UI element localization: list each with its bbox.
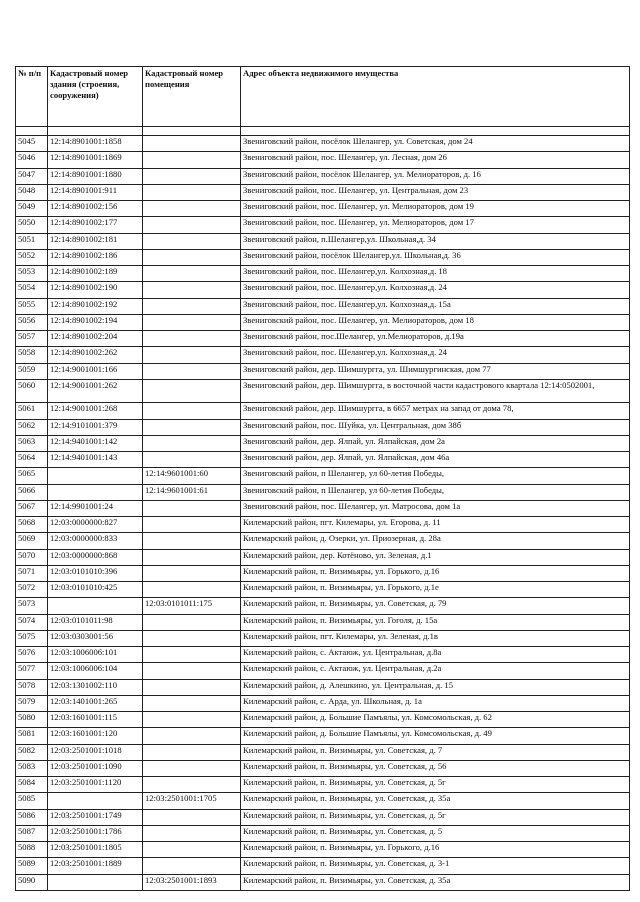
table-row	[16, 728, 630, 744]
table-row	[16, 484, 630, 500]
building-cadastral-cell: 12:03:0101011:98	[48, 614, 143, 630]
address-cell: Звениговский район, п Шелангер, ул 60-летия Победы,	[241, 484, 630, 500]
table-row	[16, 825, 630, 841]
room-cadastral-cell	[143, 435, 241, 451]
room-cadastral-cell	[143, 298, 241, 314]
building-cadastral-cell: 12:03:1006006:101	[48, 647, 143, 663]
room-cadastral-cell	[143, 533, 241, 549]
building-cadastral-cell: 12:03:2501001:1805	[48, 842, 143, 858]
room-cadastral-cell	[143, 217, 241, 233]
address-cell: Килемарский район, п. Визимьяры, ул. Советская, д. 5	[241, 825, 630, 841]
table-row	[16, 793, 630, 809]
row-number-cell: 5071	[16, 565, 48, 581]
table-row	[16, 679, 630, 695]
room-cadastral-cell	[143, 777, 241, 793]
header-room-cadastral: Кадастровый номер помещения	[143, 67, 241, 127]
building-cadastral-cell: 12:14:8901002:262	[48, 347, 143, 363]
room-cadastral-cell	[143, 679, 241, 695]
address-cell: Килемарский район, пгт. Килемары, ул. Егорова, д. 11	[241, 517, 630, 533]
table-row	[16, 201, 630, 217]
building-cadastral-cell	[48, 874, 143, 890]
address-cell: Килемарский район, д. Большие Памъялы, ул. Комсомольская, д. 62	[241, 712, 630, 728]
table-row	[16, 168, 630, 184]
header-num: № п/п	[16, 67, 48, 127]
building-cadastral-cell: 12:03:1006006:104	[48, 663, 143, 679]
table-row	[16, 363, 630, 379]
room-cadastral-cell: 12:03:2501001:1705	[143, 793, 241, 809]
address-cell: Звениговский район, дер. Ялпай, ул. Ялпайская, дом 46а	[241, 452, 630, 468]
address-cell: Килемарский район, п. Визимьяры, ул. Советская, д. 5г	[241, 809, 630, 825]
address-cell: Килемарский район, п. Визимьяры, ул. Советская, д. 35а	[241, 874, 630, 890]
spacer-cell	[143, 127, 241, 136]
row-number-cell: 5079	[16, 695, 48, 711]
building-cadastral-cell: 12:14:8901002:190	[48, 282, 143, 298]
table-row	[16, 217, 630, 233]
row-number-cell: 5076	[16, 647, 48, 663]
row-number-cell: 5072	[16, 582, 48, 598]
address-cell: Килемарский район, п. Визимьяры, ул. Советская, д. 7	[241, 744, 630, 760]
row-number-cell: 5047	[16, 168, 48, 184]
address-cell: Килемарский район, п. Визимьяры, ул. Горького, д.16	[241, 565, 630, 581]
address-cell: Килемарский район, п. Визимьяры, ул. Советская, д. 5г	[241, 777, 630, 793]
row-number-cell: 5084	[16, 777, 48, 793]
row-number-cell: 5087	[16, 825, 48, 841]
address-cell: Звениговский район, п.Шелангер,ул. Школьная,д. 34	[241, 233, 630, 249]
row-number-cell: 5067	[16, 500, 48, 516]
room-cadastral-cell	[143, 419, 241, 435]
table-row	[16, 331, 630, 347]
table-row	[16, 760, 630, 776]
table-row	[16, 647, 630, 663]
table-row	[16, 663, 630, 679]
address-cell: Килемарский район, дер. Котёново, ул. Зеленая, д.1	[241, 549, 630, 565]
room-cadastral-cell	[143, 663, 241, 679]
row-number-cell: 5058	[16, 347, 48, 363]
table-row	[16, 500, 630, 516]
table-row	[16, 347, 630, 363]
table-row	[16, 533, 630, 549]
row-number-cell: 5078	[16, 679, 48, 695]
row-number-cell: 5081	[16, 728, 48, 744]
table-row	[16, 435, 630, 451]
table-row	[16, 598, 630, 614]
building-cadastral-cell: 12:14:8901001:1858	[48, 136, 143, 152]
room-cadastral-cell	[143, 744, 241, 760]
room-cadastral-cell	[143, 184, 241, 200]
room-cadastral-cell	[143, 695, 241, 711]
row-number-cell: 5050	[16, 217, 48, 233]
table-header-row	[16, 67, 630, 127]
address-cell: Звениговский район, пос.Шелангер, ул.Мелиораторов, д.19а	[241, 331, 630, 347]
row-number-cell: 5082	[16, 744, 48, 760]
building-cadastral-cell: 12:14:8901002:181	[48, 233, 143, 249]
room-cadastral-cell: 12:03:0101011:175	[143, 598, 241, 614]
building-cadastral-cell: 12:03:1401001:265	[48, 695, 143, 711]
table-row	[16, 266, 630, 282]
row-number-cell: 5080	[16, 712, 48, 728]
row-number-cell: 5086	[16, 809, 48, 825]
row-number-cell: 5085	[16, 793, 48, 809]
room-cadastral-cell	[143, 500, 241, 516]
building-cadastral-cell: 12:14:9101001:379	[48, 419, 143, 435]
row-number-cell: 5054	[16, 282, 48, 298]
building-cadastral-cell: 12:03:0101010:396	[48, 565, 143, 581]
building-cadastral-cell: 12:03:0303001:56	[48, 630, 143, 646]
room-cadastral-cell	[143, 152, 241, 168]
building-cadastral-cell: 12:03:0000000:868	[48, 549, 143, 565]
building-cadastral-cell: 12:14:8901001:1869	[48, 152, 143, 168]
table-row	[16, 695, 630, 711]
building-cadastral-cell	[48, 598, 143, 614]
row-number-cell: 5088	[16, 842, 48, 858]
table-row	[16, 582, 630, 598]
room-cadastral-cell	[143, 712, 241, 728]
address-cell: Звениговский район, дер. Ялпай, ул. Ялпайская, дом 2а	[241, 435, 630, 451]
row-number-cell: 5049	[16, 201, 48, 217]
row-number-cell: 5053	[16, 266, 48, 282]
address-cell: Звениговский район, пос. Шелангер, ул. Лесная, дом 26	[241, 152, 630, 168]
row-number-cell: 5055	[16, 298, 48, 314]
building-cadastral-cell: 12:14:8901002:156	[48, 201, 143, 217]
building-cadastral-cell: 12:03:1301002:110	[48, 679, 143, 695]
building-cadastral-cell: 12:03:2501001:1120	[48, 777, 143, 793]
room-cadastral-cell	[143, 809, 241, 825]
address-cell: Килемарский район, п. Визимьяры, ул. Советская, д. 35а	[241, 793, 630, 809]
row-number-cell: 5046	[16, 152, 48, 168]
room-cadastral-cell: 12:14:9601001:61	[143, 484, 241, 500]
building-cadastral-cell: 12:14:9001001:268	[48, 403, 143, 419]
room-cadastral-cell	[143, 347, 241, 363]
address-cell: Звениговский район, пос. Шелангер, ул. Мелиораторов, дом 18	[241, 314, 630, 330]
room-cadastral-cell	[143, 249, 241, 265]
address-cell: Килемарский район, п. Визимьяры, ул. Советская, д. 3-1	[241, 858, 630, 874]
row-number-cell: 5073	[16, 598, 48, 614]
table-row	[16, 712, 630, 728]
table-row	[16, 152, 630, 168]
row-number-cell: 5045	[16, 136, 48, 152]
table-row	[16, 282, 630, 298]
building-cadastral-cell: 12:14:8901001:1880	[48, 168, 143, 184]
row-number-cell: 5075	[16, 630, 48, 646]
address-cell: Звениговский район, пос. Шелангер,ул. Колхозная,д. 18	[241, 266, 630, 282]
building-cadastral-cell: 12:14:8901002:204	[48, 331, 143, 347]
address-cell: Звениговский район, дер. Шимшургга, в 6657 метрах на запад от дома 78,	[241, 403, 630, 419]
building-cadastral-cell: 12:03:1601001:120	[48, 728, 143, 744]
table-row	[16, 874, 630, 890]
building-cadastral-cell: 12:03:2501001:1786	[48, 825, 143, 841]
address-cell: Килемарский район, п. Визимьяры, ул. Горького, д.1е	[241, 582, 630, 598]
building-cadastral-cell: 12:14:9001001:166	[48, 363, 143, 379]
room-cadastral-cell	[143, 314, 241, 330]
building-cadastral-cell: 12:14:9001001:262	[48, 379, 143, 403]
table-row	[16, 298, 630, 314]
row-number-cell: 5077	[16, 663, 48, 679]
table-row	[16, 614, 630, 630]
room-cadastral-cell	[143, 168, 241, 184]
row-number-cell: 5057	[16, 331, 48, 347]
building-cadastral-cell: 12:14:9401001:142	[48, 435, 143, 451]
row-number-cell: 5061	[16, 403, 48, 419]
room-cadastral-cell	[143, 582, 241, 598]
row-number-cell: 5066	[16, 484, 48, 500]
address-cell: Килемарский район, п. Визимьяры, ул. Советская, д. 56	[241, 760, 630, 776]
address-cell: Килемарский район, п. Визимьяры, ул. Советская, д. 79	[241, 598, 630, 614]
table-row	[16, 233, 630, 249]
table-row	[16, 809, 630, 825]
room-cadastral-cell	[143, 565, 241, 581]
room-cadastral-cell	[143, 452, 241, 468]
room-cadastral-cell	[143, 825, 241, 841]
table-row	[16, 858, 630, 874]
building-cadastral-cell: 12:03:0000000:827	[48, 517, 143, 533]
row-number-cell: 5063	[16, 435, 48, 451]
room-cadastral-cell	[143, 266, 241, 282]
building-cadastral-cell: 12:14:8901002:177	[48, 217, 143, 233]
table-row	[16, 379, 630, 403]
building-cadastral-cell	[48, 793, 143, 809]
building-cadastral-cell: 12:03:2501001:1889	[48, 858, 143, 874]
address-cell: Звениговский район, посёлок Шелангер, ул. Мелиораторов, д. 16	[241, 168, 630, 184]
address-cell: Звениговский район, пос. Шелангер, ул. Матросова, дом 1а	[241, 500, 630, 516]
room-cadastral-cell	[143, 136, 241, 152]
building-cadastral-cell: 12:03:2501001:1749	[48, 809, 143, 825]
table-row	[16, 517, 630, 533]
room-cadastral-cell	[143, 282, 241, 298]
property-table	[15, 66, 630, 891]
room-cadastral-cell: 12:14:9601001:60	[143, 468, 241, 484]
address-cell: Звениговский район, пос. Шелангер, ул. Центральная, дом 23	[241, 184, 630, 200]
table-body	[16, 136, 630, 891]
building-cadastral-cell: 12:14:8901002:194	[48, 314, 143, 330]
room-cadastral-cell	[143, 363, 241, 379]
room-cadastral-cell	[143, 647, 241, 663]
row-number-cell: 5090	[16, 874, 48, 890]
row-number-cell: 5060	[16, 379, 48, 403]
table-row	[16, 468, 630, 484]
row-number-cell: 5069	[16, 533, 48, 549]
building-cadastral-cell: 12:03:1601001:115	[48, 712, 143, 728]
header-spacer-row	[16, 127, 630, 136]
row-number-cell: 5062	[16, 419, 48, 435]
address-cell: Звениговский район, п Шелангер, ул 60-летия Победы,	[241, 468, 630, 484]
building-cadastral-cell: 12:03:0101010:425	[48, 582, 143, 598]
room-cadastral-cell	[143, 379, 241, 403]
room-cadastral-cell	[143, 233, 241, 249]
address-cell: Килемарский район, д. Озерки, ул. Приозерная, д. 28а	[241, 533, 630, 549]
table-row	[16, 249, 630, 265]
header-address: Адрес объекта недвижимого имущества	[241, 67, 630, 127]
building-cadastral-cell: 12:14:9401001:143	[48, 452, 143, 468]
room-cadastral-cell	[143, 403, 241, 419]
row-number-cell: 5056	[16, 314, 48, 330]
row-number-cell: 5074	[16, 614, 48, 630]
room-cadastral-cell	[143, 201, 241, 217]
building-cadastral-cell: 12:14:8901002:189	[48, 266, 143, 282]
room-cadastral-cell	[143, 614, 241, 630]
table-row	[16, 314, 630, 330]
row-number-cell: 5052	[16, 249, 48, 265]
address-cell: Килемарский район, пгт. Килемары, ул. Зеленая, д.1в	[241, 630, 630, 646]
spacer-cell	[48, 127, 143, 136]
table-row	[16, 842, 630, 858]
room-cadastral-cell	[143, 760, 241, 776]
row-number-cell: 5059	[16, 363, 48, 379]
row-number-cell: 5065	[16, 468, 48, 484]
table-row	[16, 452, 630, 468]
row-number-cell: 5048	[16, 184, 48, 200]
table-row	[16, 744, 630, 760]
address-cell: Звениговский район, пос. Шуйка, ул. Центральная, дом 38б	[241, 419, 630, 435]
table-row	[16, 136, 630, 152]
room-cadastral-cell	[143, 331, 241, 347]
building-cadastral-cell: 12:14:9901001:24	[48, 500, 143, 516]
building-cadastral-cell: 12:03:2501001:1018	[48, 744, 143, 760]
address-cell: Звениговский район, пос. Шелангер, ул. Мелиораторов, дом 19	[241, 201, 630, 217]
building-cadastral-cell: 12:03:2501001:1090	[48, 760, 143, 776]
row-number-cell: 5068	[16, 517, 48, 533]
room-cadastral-cell	[143, 728, 241, 744]
row-number-cell: 5064	[16, 452, 48, 468]
spacer-cell	[16, 127, 48, 136]
address-cell: Звениговский район, пос. Шелангер,ул. Колхозная,д. 24	[241, 282, 630, 298]
building-cadastral-cell: 12:14:8901002:192	[48, 298, 143, 314]
row-number-cell: 5070	[16, 549, 48, 565]
address-cell: Звениговский район, пос. Шелангер, ул. Мелиораторов, дом 17	[241, 217, 630, 233]
table-row	[16, 549, 630, 565]
spacer-cell	[241, 127, 630, 136]
header-building-cadastral: Кадастровый номер здания (строения, сооружения)	[48, 67, 143, 127]
address-cell: Килемарский район, с. Актаюж, ул. Центральная, д.2а	[241, 663, 630, 679]
address-cell: Килемарский район, с. Актаюж, ул. Центральная, д.8а	[241, 647, 630, 663]
building-cadastral-cell	[48, 484, 143, 500]
document-page	[15, 66, 629, 891]
table-row	[16, 565, 630, 581]
table-row	[16, 630, 630, 646]
building-cadastral-cell	[48, 468, 143, 484]
address-cell: Звениговский район, пос. Шелангер,ул. Колхозная,д. 24	[241, 347, 630, 363]
room-cadastral-cell	[143, 630, 241, 646]
table-row	[16, 184, 630, 200]
address-cell: Килемарский район, д. Алешкино, ул. Центральная, д. 15	[241, 679, 630, 695]
address-cell: Звениговский район, пос. Шелангер,ул. Колхозная,д. 15а	[241, 298, 630, 314]
room-cadastral-cell	[143, 549, 241, 565]
room-cadastral-cell: 12:03:2501001:1893	[143, 874, 241, 890]
room-cadastral-cell	[143, 517, 241, 533]
building-cadastral-cell: 12:14:8901001:911	[48, 184, 143, 200]
building-cadastral-cell: 12:14:8901002:186	[48, 249, 143, 265]
row-number-cell: 5051	[16, 233, 48, 249]
building-cadastral-cell: 12:03:0000000:833	[48, 533, 143, 549]
address-cell: Звениговский район, дер. Шимшургга, в восточной части кадастрового квартала 12:14:0502001,	[241, 379, 630, 403]
table-row	[16, 403, 630, 419]
address-cell: Звениговский район, посёлок Шелангер,ул. Школьная,д. 36	[241, 249, 630, 265]
address-cell: Звениговский район, посёлок Шелангер, ул. Советская, дом 24	[241, 136, 630, 152]
address-cell: Килемарский район, д. Большие Памъялы, ул. Комсомольская, д. 49	[241, 728, 630, 744]
room-cadastral-cell	[143, 842, 241, 858]
table-row	[16, 777, 630, 793]
address-cell: Звениговский район, дер. Шимшургга, ул. Шимшургинская, дом 77	[241, 363, 630, 379]
room-cadastral-cell	[143, 858, 241, 874]
address-cell: Килемарский район, п. Визимьяры, ул. Гоголя, д. 15а	[241, 614, 630, 630]
table-row	[16, 419, 630, 435]
row-number-cell: 5089	[16, 858, 48, 874]
row-number-cell: 5083	[16, 760, 48, 776]
address-cell: Килемарский район, с. Арда, ул. Школьная, д. 1а	[241, 695, 630, 711]
address-cell: Килемарский район, п. Визимьяры, ул. Горького, д.16	[241, 842, 630, 858]
